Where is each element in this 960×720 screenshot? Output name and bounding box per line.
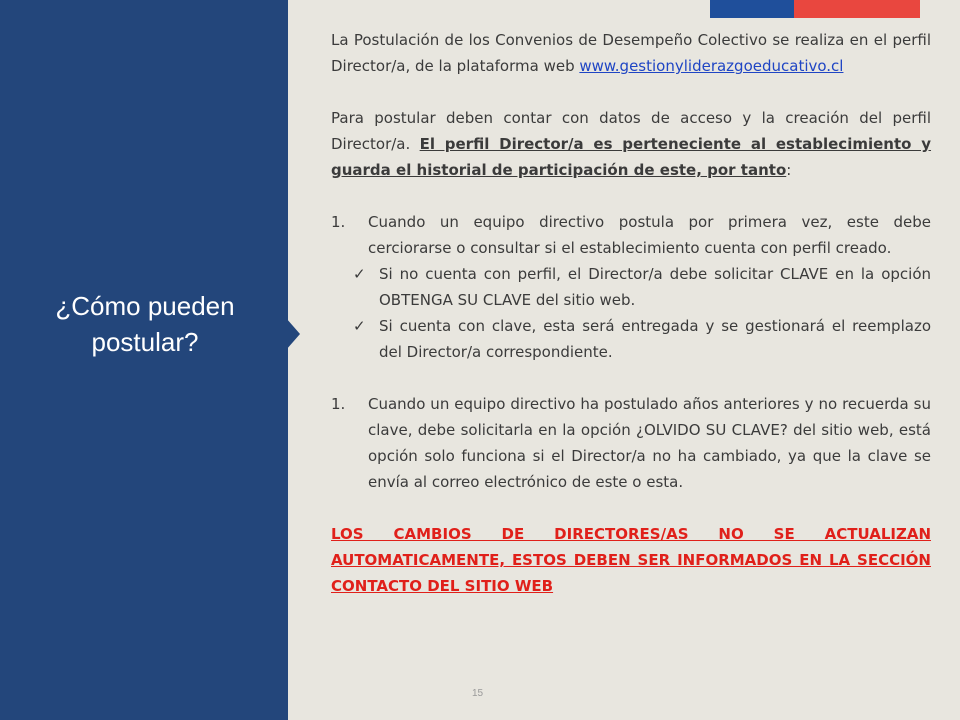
sidebar-panel [0, 0, 288, 720]
sidebar-arrow [286, 318, 300, 350]
steps-list-2 [331, 391, 931, 495]
flag-blue-segment [710, 0, 794, 18]
check-text: Si no cuenta con perfil, el Director/a debe solicitar CLAVE en la opción OBTENGA SU CLAVE del sitio web. [379, 265, 931, 309]
flag-bar [710, 0, 920, 18]
website-link[interactable]: www.gestionyliderazgoeducativo.cl [579, 57, 844, 75]
access-emphasis: El perfil Director/a es perteneciente al establecimiento y guarda el historial de participación de este, por tanto [331, 135, 932, 179]
step-number: 1. [331, 213, 346, 231]
step-number: 1. [331, 395, 346, 413]
list-item [331, 391, 931, 495]
checks-list [331, 261, 931, 365]
flag-red-segment [794, 0, 920, 18]
list-item [331, 261, 931, 313]
intro-text: La Postulación de los Convenios de Desempeño Colectivo se realiza en el perfil Director/a, de la plataforma web [331, 31, 931, 75]
list-item [331, 313, 931, 365]
access-text: Para postular deben contar con datos de acceso y la creación del perfil Director/a. [331, 109, 931, 153]
step-text: Cuando un equipo directivo postula por primera vez, este debe cerciorarse o consultar si el establecimiento cuenta con perfil creado. [368, 213, 931, 257]
access-end: : [786, 161, 792, 179]
steps-list [331, 209, 931, 261]
checkmark-icon: ✓ [353, 265, 366, 283]
check-text: Si cuenta con clave, esta será entregada y se gestionará el reemplazo del Director/a correspondiente. [379, 317, 931, 361]
page-number: 15 [472, 688, 484, 699]
step-text: Cuando un equipo directivo ha postulado años anteriores y no recuerda su clave, debe solicitarla en la opción ¿OLVIDO SU CLAVE? del sitio web, está opción solo funciona si el Director/a no ha cambiado, ya que la clave se envía al correo electrónico de este o esta. [368, 395, 931, 491]
intro-paragraph [331, 27, 931, 79]
content-area [331, 27, 931, 599]
list-item [331, 209, 931, 261]
alert-notice: LOS CAMBIOS DE DIRECTORES/AS NO SE ACTUALIZAN AUTOMATICAMENTE, ESTOS DEBEN SER INFORMADOS EN LA SECCIÓN CONTACTO DEL SITIO WEB [331, 525, 931, 595]
access-paragraph [331, 105, 931, 183]
checkmark-icon: ✓ [353, 317, 366, 335]
section-title: ¿Cómo pueden postular? [55, 291, 235, 357]
